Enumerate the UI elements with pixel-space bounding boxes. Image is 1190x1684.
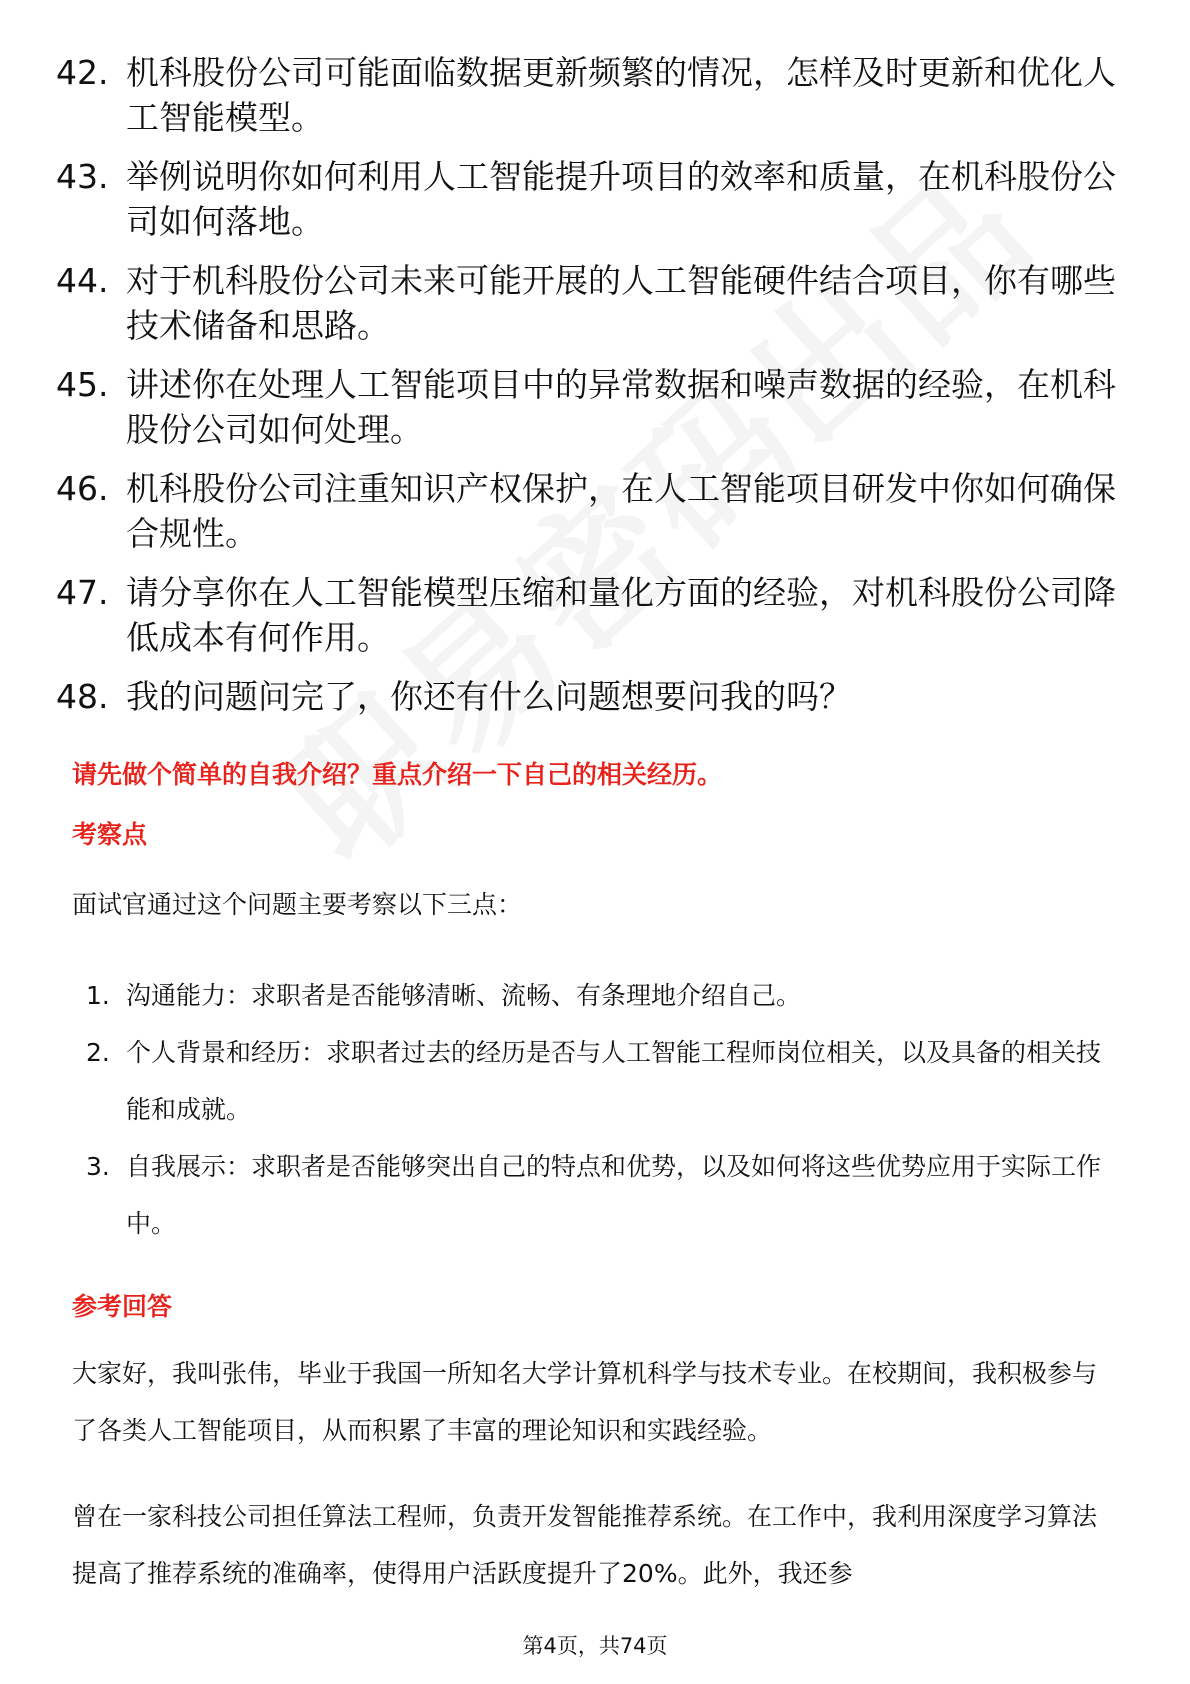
question-number: 45. [56,365,109,404]
question-item [56,50,1116,140]
question-item [56,466,1116,556]
question-number: 44. [56,261,109,300]
question-text: 讲述你在处理人工智能项目中的异常数据和噪声数据的经验，在机科股份公司如何处理。 [126,365,1116,449]
focus-point-number: 2. [86,1038,110,1067]
focus-point [86,967,1118,1024]
focus-heading: 考察点 [72,820,148,849]
question-text: 对于机科股份公司未来可能开展的人工智能硬件结合项目，你有哪些技术储备和思路。 [126,261,1116,345]
focus-point-text: 沟通能力：求职者是否能够清晰、流畅、有条理地介绍自己。 [126,981,802,1010]
question-text: 机科股份公司注重知识产权保护，在人工智能项目研发中你如何确保合规性。 [126,469,1116,553]
answer-paragraph: 大家好，我叫张伟，毕业于我国一所知名大学计算机科学与技术专业。在校期间，我积极参与了各类人工智能项目，从而积累了丰富的理论知识和实践经验。 [72,1359,1098,1445]
question-item [56,258,1116,348]
focus-point-number: 3. [86,1152,110,1181]
focus-point-text: 个人背景和经历：求职者过去的经历是否与人工智能工程师岗位相关，以及具备的相关技能和成就。 [126,1038,1102,1124]
focus-point [86,1024,1118,1138]
question-list [56,50,1116,733]
answer-heading: 参考回答 [72,1292,173,1321]
question-number: 48. [56,677,109,716]
focus-point [86,1138,1118,1252]
question-item [56,362,1116,452]
question-text: 机科股份公司可能面临数据更新频繁的情况，怎样及时更新和优化人工智能模型。 [126,53,1116,137]
question-item [56,570,1116,660]
question-number: 42. [56,53,109,92]
focus-point-number: 1. [86,981,110,1010]
question-number: 46. [56,469,109,508]
focus-point-text: 自我展示：求职者是否能够突出自己的特点和优势，以及如何将这些优势应用于实际工作中。 [126,1152,1102,1238]
question-text: 请分享你在人工智能模型压缩和量化方面的经验，对机科股份公司降低成本有何作用。 [126,573,1116,657]
focus-intro: 面试官通过这个问题主要考察以下三点： [72,890,523,919]
featured-question: 请先做个简单的自我介绍？重点介绍一下自己的相关经历。 [72,760,723,789]
question-text: 举例说明你如何利用人工智能提升项目的效率和质量，在机科股份公司如何落地。 [126,157,1116,241]
page-footer: 第4页，共74页 [522,1634,668,1658]
question-number: 43. [56,157,109,196]
question-item [56,674,1116,719]
answer-paragraph: 曾在一家科技公司担任算法工程师，负责开发智能推荐系统。在工作中，我利用深度学习算法提高了推荐系统的准确率，使得用户活跃度提升了20%。此外，我还参 [72,1502,1098,1588]
question-number: 47. [56,573,109,612]
question-text: 我的问题问完了，你还有什么问题想要问我的吗？ [126,677,852,716]
question-item [56,154,1116,244]
